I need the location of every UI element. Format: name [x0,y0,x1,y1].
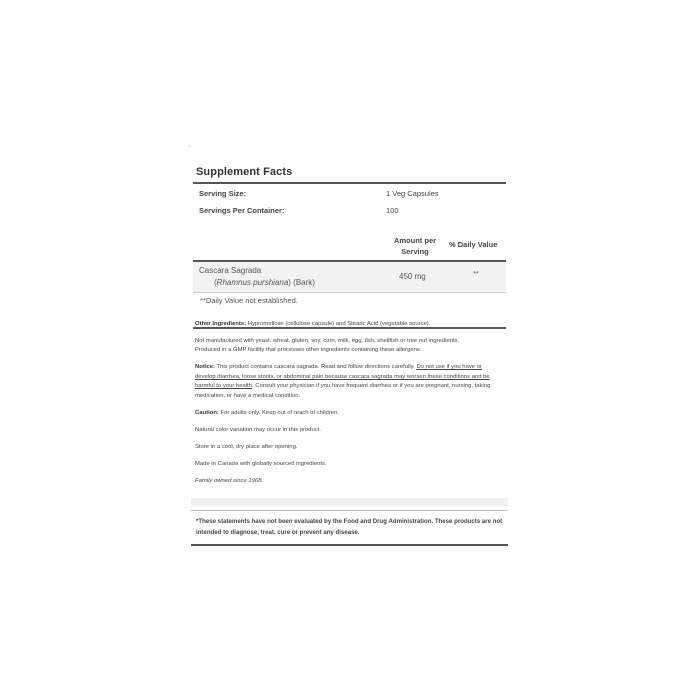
separator-band [191,498,508,506]
notice-text1: This product contains cascara sagrada. Read and follow directions carefully. [214,364,417,371]
ingredient-row [193,260,506,292]
stray-dot [189,146,190,147]
caution-label: Caution: [195,409,219,416]
amount-per-serving-header [387,235,443,257]
servings-per-container-value: 100 [386,206,399,215]
origin-note: Made in Canada with globally sourced ingredients. [195,460,327,467]
allergen-line2: Produced in a GMP facility that processes other ingredients containing these allergens. [195,347,422,354]
ingredient-name: Cascara Sagrada [199,266,262,275]
latin-close: ) (Bark) [288,278,315,287]
caution [195,409,500,418]
facts-table [193,182,506,329]
other-ingredients [195,320,500,329]
storage-note: Store in a cool, dry place after opening. [195,443,298,450]
ingredient-daily-value: ** [473,269,479,278]
daily-value-note: **Daily Value not established. [200,296,298,305]
ingredient-amount: 450 mg [399,272,426,281]
notice-warning: Do not use if you have or develop diarrhea, loose stools, or abdominal pain because cascara sagrada may worsen these conditions and be harmful to your health [195,364,490,390]
notice-label: Notice: [195,364,215,371]
allergen-statement [195,337,500,356]
latin-open: ( [214,278,217,287]
serving-size-label: Serving Size: [199,189,247,198]
caution-text: For adults only. Keep out of reach of children. [218,409,339,416]
family-note: Family owned since 1968. [195,477,264,484]
fda-disclaimer-text: *These statements have not been evaluated by the Food and Drug Administration. These products are not intended to diagnose, treat, cure or prevent any disease. [196,518,503,536]
notice [195,363,500,401]
amount-header-line2: Serving [401,247,429,256]
divider [193,292,506,293]
ingredient-latin-name [214,278,315,287]
serving-size-value: 1 Veg Capsules [386,189,439,198]
allergen-line1: Not manufactured with yeast, wheat, gluten, soy, corn, milk, egg, fish, shellfish or tree nut ingredients. [195,338,460,344]
label-notes [195,320,500,494]
daily-value-header: % Daily Value [449,240,498,249]
other-ingredients-text: Hypromellose (cellulose capsule) and Stearic Acid (vegetable source). [246,321,431,327]
panel-title: Supplement Facts [196,166,293,178]
color-note: Natural color variation may occur in this product. [195,426,322,433]
notice-text2: . Consult your physician if you have frequent diarrhea or if you are pregnant, nursing, taking medication, or have a medical condition. [195,383,491,399]
servings-per-container-label: Servings Per Container: [199,206,285,215]
amount-header-line1: Amount per [393,236,437,245]
other-ingredients-label: Other Ingredients: [195,321,247,327]
fda-disclaimer [191,510,508,546]
latin-italic: Rhamnus purshiana [216,278,289,287]
